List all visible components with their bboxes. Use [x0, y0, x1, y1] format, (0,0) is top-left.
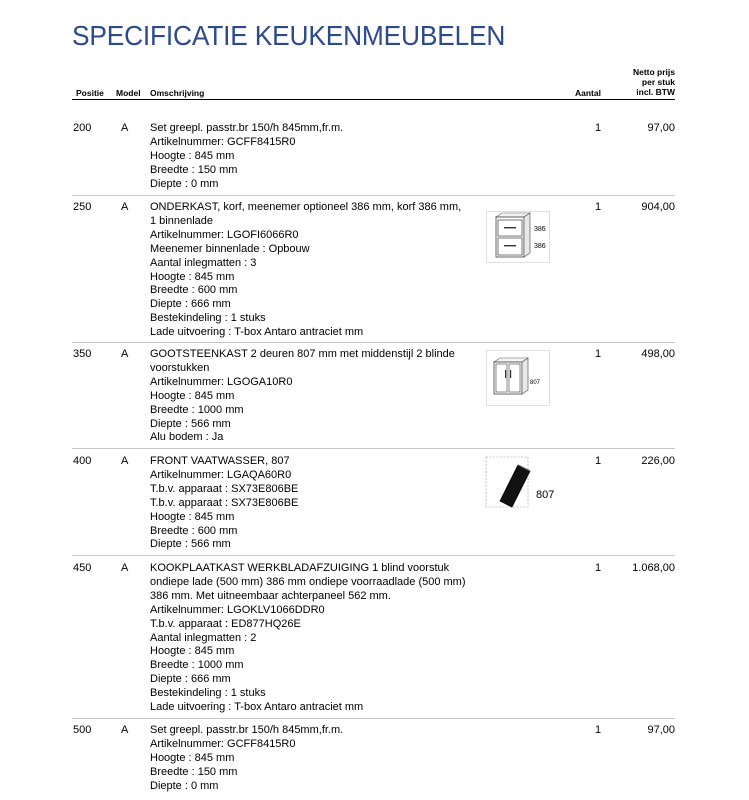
- desc-line: Artikelnummer: LGOKLV1066DDR0: [150, 603, 325, 616]
- desc-line: voorstukken: [150, 361, 210, 374]
- row-aantal: 1: [595, 348, 602, 360]
- desc-line: Lade uitvoering : T-box Antaro antraciet mm: [150, 701, 364, 714]
- dishwasher-front-thumbnail: [484, 455, 556, 511]
- desc-line: Diepte : 666 mm: [150, 298, 231, 311]
- desc-line: Bestekindeling : 1 stuks: [150, 312, 266, 325]
- row-model: A: [121, 348, 129, 360]
- desc-line: Alu bodem : Ja: [150, 431, 224, 444]
- desc-line: Diepte : 0 mm: [150, 177, 219, 190]
- desc-line: T.b.v. apparaat : SX73E806BE: [150, 496, 299, 509]
- row-omschrijving: [150, 724, 480, 794]
- row-omschrijving: [150, 455, 480, 552]
- desc-line: Breedte : 150 mm: [150, 163, 238, 176]
- row-divider: [72, 448, 675, 449]
- row-positie: 350: [73, 348, 92, 360]
- row-model: A: [121, 562, 129, 574]
- row-divider: [72, 195, 675, 196]
- desc-line: Bestekindeling : 1 stuks: [150, 687, 266, 700]
- row-prijs: 498,00: [641, 348, 675, 360]
- desc-line: Breedte : 600 mm: [150, 524, 238, 537]
- desc-line: Hoogte : 845 mm: [150, 149, 235, 162]
- row-positie: 200: [73, 122, 92, 134]
- header-model: Model: [116, 88, 141, 98]
- desc-line: 1 binnenlade: [150, 214, 214, 227]
- row-omschrijving: [150, 122, 480, 192]
- row-prijs: 1.068,00: [632, 562, 675, 574]
- row-model: A: [121, 201, 129, 213]
- desc-line: Diepte : 666 mm: [150, 673, 231, 686]
- row-positie: 250: [73, 201, 92, 213]
- row-aantal: 1: [595, 122, 602, 134]
- sink-cabinet-thumbnail: [486, 350, 550, 406]
- row-divider: [72, 555, 675, 556]
- row-positie: 400: [73, 455, 92, 467]
- header-divider: [72, 99, 675, 100]
- desc-line: ondiepe lade (500 mm) 386 mm ondiepe voorraadlade (500 mm): [150, 575, 466, 588]
- page-title: SPECIFICATIE KEUKENMEUBELEN: [72, 20, 506, 51]
- thumb-label: 386: [534, 226, 546, 233]
- desc-line: Artikelnummer: GCFF8415R0: [150, 135, 296, 148]
- row-prijs: 97,00: [647, 724, 675, 736]
- row-omschrijving: [150, 348, 480, 445]
- header-prijs-line2: per stuk: [641, 77, 675, 87]
- desc-line: Hoogte : 845 mm: [150, 270, 235, 283]
- desc-line: GOOTSTEENKAST 2 deuren 807 mm met middenstijl 2 blinde: [150, 348, 455, 360]
- row-model: A: [121, 455, 129, 467]
- desc-line: Breedte : 150 mm: [150, 765, 238, 778]
- cabinet-drawers-thumbnail: [486, 211, 550, 263]
- desc-line: Breedte : 1000 mm: [150, 659, 244, 672]
- row-model: A: [121, 122, 129, 134]
- desc-line: Artikelnummer: LGOGA10R0: [150, 375, 293, 388]
- desc-line: Meenemer binnenlade : Opbouw: [150, 242, 310, 255]
- row-prijs: 97,00: [647, 122, 675, 134]
- desc-line: Diepte : 566 mm: [150, 417, 231, 430]
- desc-line: Breedte : 600 mm: [150, 284, 238, 297]
- desc-line: Artikelnummer: GCFF8415R0: [150, 737, 296, 750]
- desc-line: Diepte : 566 mm: [150, 538, 231, 551]
- desc-line: Hoogte : 845 mm: [150, 751, 235, 764]
- desc-line: Artikelnummer: LGAQA60R0: [150, 468, 292, 481]
- desc-line: 386 mm. Met uitneembaar achterpaneel 562 mm.: [150, 589, 391, 602]
- row-aantal: 1: [595, 455, 602, 467]
- row-omschrijving: [150, 201, 480, 340]
- row-prijs: 904,00: [641, 201, 675, 213]
- desc-line: Hoogte : 845 mm: [150, 510, 235, 523]
- row-model: A: [121, 724, 129, 736]
- header-prijs-line1: Netto prijs: [632, 67, 675, 77]
- desc-line: Diepte : 0 mm: [150, 779, 219, 792]
- desc-line: Hoogte : 845 mm: [150, 645, 235, 658]
- row-omschrijving: [150, 562, 480, 715]
- desc-line: Artikelnummer: LGOFI6066R0: [150, 228, 299, 241]
- row-aantal: 1: [595, 201, 602, 213]
- thumb-label: 807: [536, 489, 555, 501]
- row-prijs: 226,00: [641, 455, 675, 467]
- row-aantal: 1: [595, 562, 602, 574]
- header-prijs-line3: incl. BTW: [636, 87, 675, 97]
- thumb-label: 386: [534, 243, 546, 250]
- desc-line: KOOKPLAATKAST WERKBLADAFZUIGING 1 blind voorstuk: [150, 562, 450, 574]
- desc-line: T.b.v. apparaat : SX73E806BE: [150, 482, 299, 495]
- header-omschrijving: Omschrijving: [150, 88, 205, 98]
- desc-line: Aantal inlegmatten : 3: [150, 256, 257, 269]
- row-aantal: 1: [595, 724, 602, 736]
- desc-line: FRONT VAATWASSER, 807: [150, 455, 290, 467]
- thumb-label: 807: [530, 380, 541, 386]
- desc-line: Hoogte : 845 mm: [150, 389, 235, 402]
- header-positie: Positie: [76, 88, 104, 98]
- row-divider: [72, 718, 675, 719]
- desc-line: ONDERKAST, korf, meenemer optioneel 386 mm, korf 386 mm,: [150, 201, 462, 213]
- desc-line: T.b.v. apparaat : ED877HQ26E: [150, 617, 301, 630]
- desc-line: Set greepl. passtr.br 150/h 845mm,fr.m.: [150, 724, 344, 736]
- desc-line: Lade uitvoering : T-box Antaro antraciet mm: [150, 326, 364, 339]
- desc-line: Set greepl. passtr.br 150/h 845mm,fr.m.: [150, 122, 344, 134]
- row-positie: 450: [73, 562, 92, 574]
- row-positie: 500: [73, 724, 92, 736]
- header-aantal: Aantal: [575, 88, 601, 98]
- header-prijs: [595, 67, 675, 97]
- desc-line: Breedte : 1000 mm: [150, 403, 244, 416]
- desc-line: Aantal inlegmatten : 2: [150, 631, 257, 644]
- row-divider: [72, 342, 675, 343]
